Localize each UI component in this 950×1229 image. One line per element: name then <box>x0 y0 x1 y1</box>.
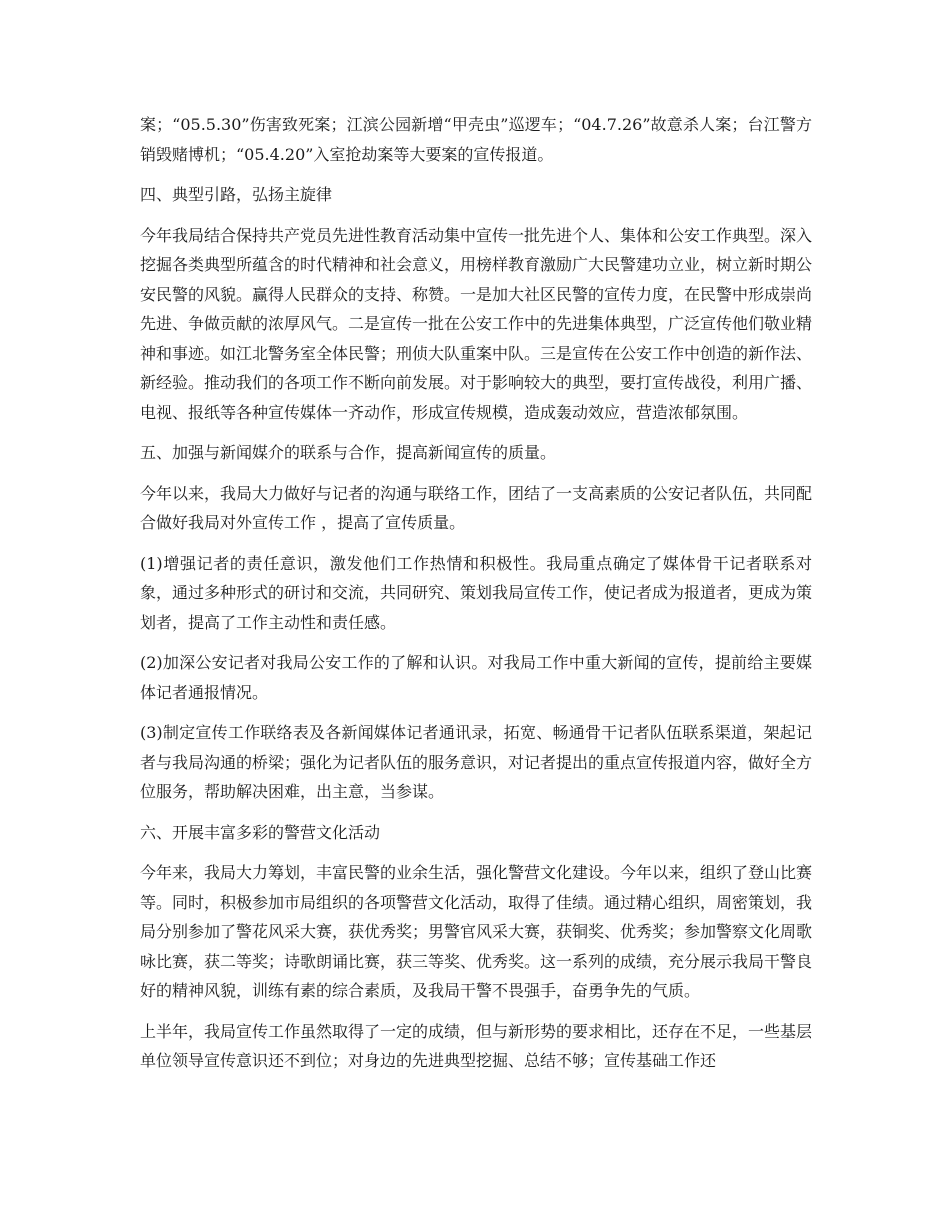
paragraph-item-2: (2)加深公安记者对我局公安工作的了解和认识。对我局工作中重大新闻的宣传，提前给主要媒体记者通报情况。 <box>140 653 812 702</box>
paragraph-media-cooperation: 今年以来，我局大力做好与记者的沟通与联络工作，团结了一支高素质的公安记者队伍，共同配合做好我局对外宣传工作 ，提高了宣传质量。 <box>140 483 813 532</box>
document-page <box>140 110 812 1087</box>
paragraph-case-reports: 案；“05.5.30”伤害致死案；江滨公园新增“甲壳虫”巡逻车；“04.7.26”故意杀人案；台江警方销毁赌博机；“05.4.20”入室抢劫案等大要案的宣传报道。 <box>140 115 812 164</box>
paragraph-culture-activities: 今年来，我局大力筹划，丰富民警的业余生活，强化警营文化建设。今年以来，组织了登山比赛等。同时，积极参加市局组织的各项警营文化活动，取得了佳绩。通过精心组织，周密策划，我局分别参加了警花风采大赛，获优秀奖；男警官风采大赛，获铜奖、优秀奖；参加警察文化周歌咏比赛，获二等奖；诗歌朗诵比赛，获三等奖、优秀奖。这一系列的成绩，充分展示我局干警良好的精神风貌，训练有素的综合素质，及我局干警不畏强手，奋勇争先的气质。 <box>140 863 813 1000</box>
section-heading-6: 六、开展丰富多彩的警营文化活动 <box>140 822 381 842</box>
section-heading-5: 五、加强与新闻媒介的联系与合作，提高新闻宣传的质量。 <box>140 443 557 462</box>
paragraph-item-1: (1)增强记者的责任意识，激发他们工作热情和积极性。我局重点确定了媒体骨干记者联系对象，通过多种形式的研讨和交流，共同研究、策划我局宣传工作，使记者成为报道者，更成为策划者，提高了工作主动性和责任感。 <box>140 553 813 632</box>
paragraph-item-3: (3)制定宣传工作联络表及各新闻媒体记者通讯录，拓宽、畅通骨干记者队伍联系渠道，架起记者与我局沟通的桥梁；强化为记者队伍的服务意识，对记者提出的重点宣传报道内容，做好全方位服务，帮助解决困难，出主意，当参谋。 <box>140 723 813 801</box>
paragraph-summary: 上半年，我局宣传工作虽然取得了一定的成绩，但与新形势的要求相比，还存在不足，一些基层单位领导宣传意识还不到位；对身边的先进典型挖掘、总结不够；宣传基础工作还 <box>140 1021 813 1070</box>
paragraph-typical-examples: 今年我局结合保持共产党员先进性教育活动集中宣传一批先进个人、集体和公安工作典型。深入挖掘各类典型所蕴含的时代精神和社会意义，用榜样教育激励广大民警建功立业，树立新时期公安民警的风貌。赢得人民群众的支持、称赞。一是加大社区民警的宣传力度，在民警中形成崇尚先进、争做贡献的浓厚风气。二是宣传一批在公安工作中的先进集体典型，广泛宣传他们敬业精神和事迹。如江北警务室全体民警；刑侦大队重案中队。三是宣传在公安工作中创造的新作法、新经验。推动我们的各项工作不断向前发展。对于影响较大的典型，要打宣传战役，利用广播、电视、报纸等各种宣传媒体一齐动作，形成宣传规模，造成轰动效应，营造浓郁氛围。 <box>140 225 813 422</box>
section-heading-4: 四、典型引路，弘扬主旋律 <box>140 185 333 204</box>
